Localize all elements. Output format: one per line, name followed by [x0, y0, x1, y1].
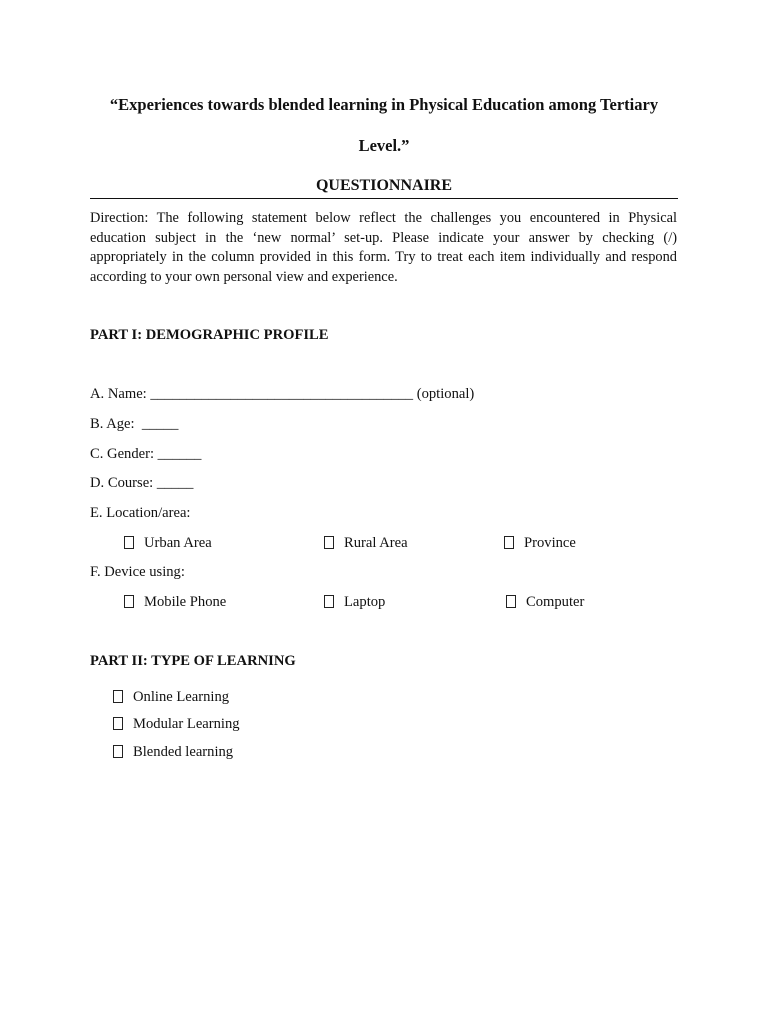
course-field[interactable]: D. Course: _____: [90, 475, 194, 491]
location-option-province[interactable]: [504, 534, 576, 552]
checkbox-icon[interactable]: [113, 717, 123, 730]
option-label: Urban Area: [144, 535, 212, 551]
checkbox-icon[interactable]: [506, 595, 516, 608]
questionnaire-heading: QUESTIONNAIRE: [90, 176, 678, 199]
direction-paragraph: Direction: The following statement below reflect the challenges you encountered in Physical education subject in the ‘new normal’ set-up. Please indicate your answer by checking (/) appropriately in the column provided in this form. Try to treat each item individually and respond according to your own personal view and experience.: [90, 210, 677, 285]
checkbox-icon[interactable]: [504, 536, 514, 549]
age-field[interactable]: B. Age: _____: [90, 416, 179, 432]
device-option-computer[interactable]: [506, 593, 584, 611]
option-label: Mobile Phone: [144, 594, 227, 610]
part2-heading: PART II: TYPE OF LEARNING: [90, 653, 296, 669]
checkbox-icon[interactable]: [113, 745, 123, 758]
option-label: Blended learning: [133, 744, 234, 760]
checkbox-icon[interactable]: [113, 690, 123, 703]
option-label: Rural Area: [344, 535, 408, 551]
location-label: E. Location/area:: [90, 505, 191, 521]
title-line-2: Level.”: [358, 136, 410, 155]
learning-option-online[interactable]: [113, 688, 229, 706]
location-option-rural[interactable]: [324, 534, 408, 552]
title-line-1: “Experiences towards blended learning in Physical Education among Tertiary: [109, 95, 659, 114]
device-label: F. Device using:: [90, 564, 185, 580]
option-label: Computer: [526, 594, 585, 610]
name-field[interactable]: A. Name: ____________________________________ (optional): [90, 386, 475, 402]
option-label: Laptop: [344, 594, 386, 610]
checkbox-icon[interactable]: [124, 595, 134, 608]
part1-heading: PART I: DEMOGRAPHIC PROFILE: [90, 327, 329, 343]
learning-option-modular[interactable]: [113, 715, 240, 733]
checkbox-icon[interactable]: [124, 536, 134, 549]
learning-option-blended[interactable]: [113, 743, 233, 761]
location-option-urban[interactable]: [124, 534, 212, 552]
gender-field[interactable]: C. Gender: ______: [90, 446, 202, 462]
checkbox-icon[interactable]: [324, 595, 334, 608]
option-label: Modular Learning: [133, 716, 240, 732]
device-option-mobile[interactable]: [124, 593, 226, 611]
checkbox-icon[interactable]: [324, 536, 334, 549]
device-option-laptop[interactable]: [324, 593, 385, 611]
option-label: Province: [524, 535, 576, 551]
option-label: Online Learning: [133, 689, 230, 705]
